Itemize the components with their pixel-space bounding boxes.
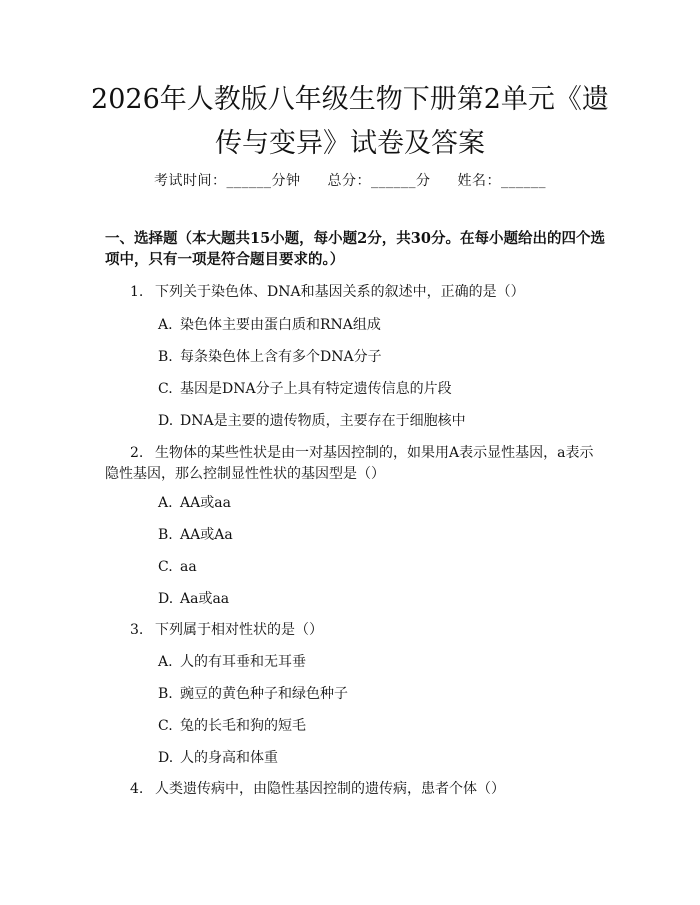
section-heading: 一、选择题（本大题共15小题，每小题2分，共30分。在每小题给出的四个选项中，只有一项是符合题目要求的。） [105,230,605,268]
question-3-option-b: B. 豌豆的黄色种子和绿色种子 [158,686,348,702]
question-stem: 生物体的某些性状是由一对基因控制的，如果用A表示显性基因，a表示隐性基因，那么控制显性性状的基因型是（） [105,445,594,482]
exam-time-field: 考试时间：______分钟 [154,173,301,189]
question-number: 2. [130,445,144,461]
question-3 [105,620,600,641]
question-number: 4. [130,781,144,797]
question-1-option-d: D. DNA是主要的遗传物质，主要存在于细胞核中 [158,413,466,429]
question-number: 1. [130,284,144,300]
question-number: 3. [130,622,144,638]
question-3-option-d: D. 人的身高和体重 [158,750,278,766]
question-2-option-a: A. AA或aa [158,495,231,511]
total-score-field: 总分：______分 [327,173,431,189]
question-4 [105,779,600,800]
question-2-option-c: C. aa [158,559,197,575]
question-3-option-c: C. 兔的长毛和狗的短毛 [158,718,306,734]
question-1 [105,282,600,303]
question-stem: 人类遗传病中，由隐性基因控制的遗传病，患者个体（） [155,781,505,797]
page-title [60,78,640,166]
question-1-option-c: C. 基因是DNA分子上具有特定遗传信息的片段 [158,381,452,397]
question-stem: 下列属于相对性状的是（） [155,622,323,638]
question-2-option-b: B. AA或Aa [158,527,233,543]
question-stem: 下列关于染色体、DNA和基因关系的叙述中，正确的是（） [155,284,525,300]
title-line-1: 2026年人教版八年级生物下册第2单元《遗 [91,84,609,115]
question-1-option-a: A. 染色体主要由蛋白质和RNA组成 [158,317,381,333]
title-line-2: 传与变异》试卷及答案 [215,128,485,159]
question-3-option-a: A. 人的有耳垂和无耳垂 [158,654,306,670]
exam-info-line [0,170,700,190]
question-2 [105,443,600,485]
question-1-option-b: B. 每条染色体上含有多个DNA分子 [158,349,382,365]
student-name-field: 姓名：______ [457,173,546,189]
question-2-option-d: D. Aa或aa [158,591,230,607]
